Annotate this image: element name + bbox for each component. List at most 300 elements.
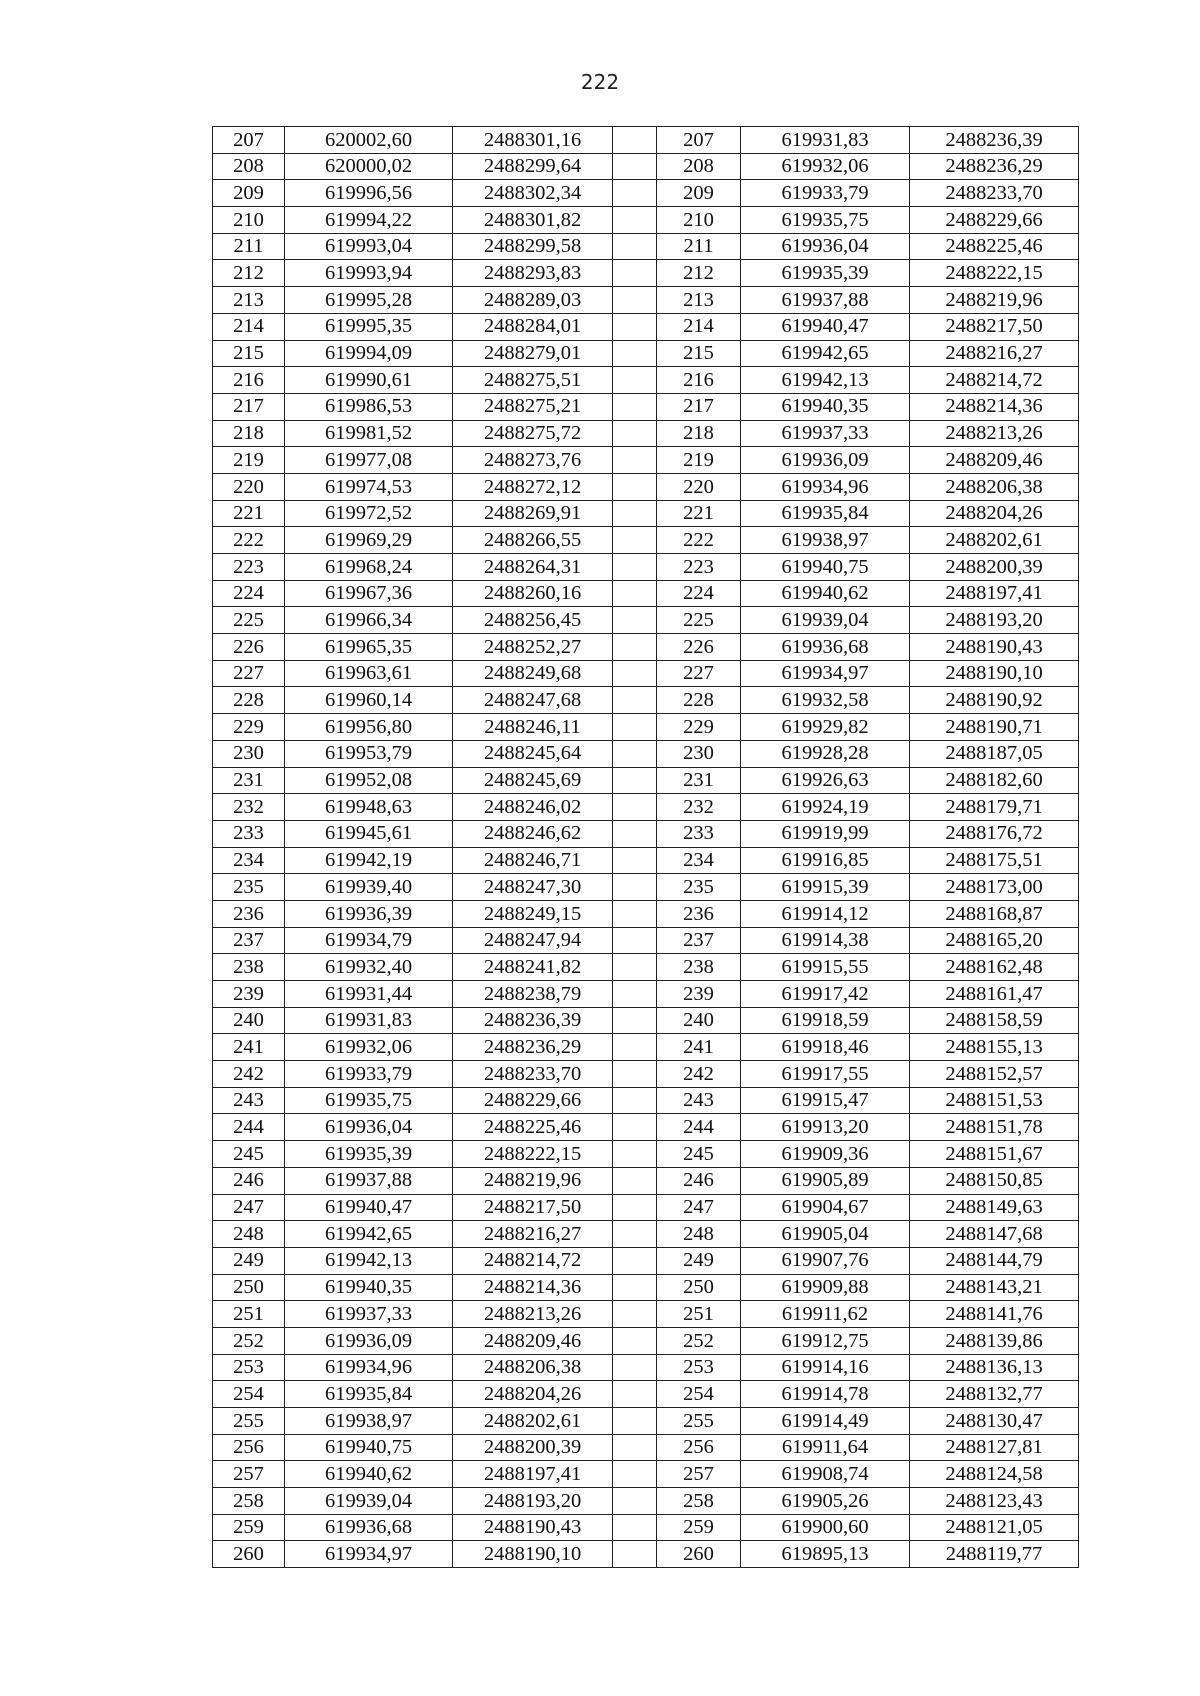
x-coordinate-cell: 619924,19 bbox=[741, 794, 910, 821]
table-row bbox=[213, 1167, 1079, 1194]
spacer-cell bbox=[613, 420, 657, 447]
y-coordinate-cell: 2488233,70 bbox=[910, 180, 1079, 207]
y-coordinate-cell: 2488200,39 bbox=[910, 554, 1079, 581]
point-number-cell: 222 bbox=[213, 527, 285, 554]
x-coordinate-cell: 619967,36 bbox=[285, 580, 453, 607]
spacer-cell bbox=[613, 927, 657, 954]
y-coordinate-cell: 2488202,61 bbox=[453, 1408, 613, 1435]
y-coordinate-cell: 2488247,68 bbox=[453, 687, 613, 714]
point-number-cell: 216 bbox=[657, 367, 741, 394]
spacer-cell bbox=[613, 500, 657, 527]
y-coordinate-cell: 2488197,41 bbox=[453, 1461, 613, 1488]
x-coordinate-cell: 619965,35 bbox=[285, 634, 453, 661]
point-number-cell: 229 bbox=[213, 714, 285, 741]
x-coordinate-cell: 619935,75 bbox=[285, 1087, 453, 1114]
x-coordinate-cell: 619918,46 bbox=[741, 1034, 910, 1061]
table-body bbox=[213, 127, 1079, 1568]
table-row bbox=[213, 1221, 1079, 1248]
point-number-cell: 225 bbox=[213, 607, 285, 634]
x-coordinate-cell: 619940,75 bbox=[741, 554, 910, 581]
x-coordinate-cell: 620000,02 bbox=[285, 153, 453, 180]
x-coordinate-cell: 619940,62 bbox=[285, 1461, 453, 1488]
y-coordinate-cell: 2488121,05 bbox=[910, 1514, 1079, 1541]
point-number-cell: 241 bbox=[657, 1034, 741, 1061]
y-coordinate-cell: 2488151,78 bbox=[910, 1114, 1079, 1141]
table-row bbox=[213, 847, 1079, 874]
x-coordinate-cell: 619966,34 bbox=[285, 607, 453, 634]
spacer-cell bbox=[613, 1381, 657, 1408]
spacer-cell bbox=[613, 260, 657, 287]
x-coordinate-cell: 619914,16 bbox=[741, 1354, 910, 1381]
table-row bbox=[213, 1541, 1079, 1568]
spacer-cell bbox=[613, 287, 657, 314]
spacer-cell bbox=[613, 1408, 657, 1435]
spacer-cell bbox=[613, 447, 657, 474]
spacer-cell bbox=[613, 1087, 657, 1114]
x-coordinate-cell: 619969,29 bbox=[285, 527, 453, 554]
point-number-cell: 220 bbox=[657, 473, 741, 500]
y-coordinate-cell: 2488209,46 bbox=[453, 1327, 613, 1354]
table-row bbox=[213, 447, 1079, 474]
spacer-cell bbox=[613, 1034, 657, 1061]
point-number-cell: 246 bbox=[657, 1167, 741, 1194]
spacer-cell bbox=[613, 874, 657, 901]
x-coordinate-cell: 619936,04 bbox=[285, 1114, 453, 1141]
spacer-cell bbox=[613, 740, 657, 767]
y-coordinate-cell: 2488301,82 bbox=[453, 207, 613, 234]
point-number-cell: 256 bbox=[213, 1434, 285, 1461]
y-coordinate-cell: 2488279,01 bbox=[453, 340, 613, 367]
y-coordinate-cell: 2488252,27 bbox=[453, 634, 613, 661]
y-coordinate-cell: 2488190,43 bbox=[453, 1514, 613, 1541]
y-coordinate-cell: 2488175,51 bbox=[910, 847, 1079, 874]
x-coordinate-cell: 619937,88 bbox=[741, 287, 910, 314]
x-coordinate-cell: 619917,42 bbox=[741, 981, 910, 1008]
point-number-cell: 244 bbox=[213, 1114, 285, 1141]
spacer-cell bbox=[613, 954, 657, 981]
y-coordinate-cell: 2488289,03 bbox=[453, 287, 613, 314]
x-coordinate-cell: 619936,39 bbox=[285, 900, 453, 927]
point-number-cell: 255 bbox=[213, 1408, 285, 1435]
y-coordinate-cell: 2488225,46 bbox=[453, 1114, 613, 1141]
table-row bbox=[213, 527, 1079, 554]
x-coordinate-cell: 619936,09 bbox=[741, 447, 910, 474]
y-coordinate-cell: 2488236,39 bbox=[910, 127, 1079, 154]
table-row bbox=[213, 1274, 1079, 1301]
x-coordinate-cell: 619940,35 bbox=[741, 393, 910, 420]
y-coordinate-cell: 2488182,60 bbox=[910, 767, 1079, 794]
page-number: 222 bbox=[580, 70, 620, 94]
point-number-cell: 225 bbox=[657, 607, 741, 634]
spacer-cell bbox=[613, 1194, 657, 1221]
x-coordinate-cell: 619940,35 bbox=[285, 1274, 453, 1301]
point-number-cell: 219 bbox=[657, 447, 741, 474]
point-number-cell: 257 bbox=[213, 1461, 285, 1488]
y-coordinate-cell: 2488217,50 bbox=[910, 313, 1079, 340]
y-coordinate-cell: 2488246,71 bbox=[453, 847, 613, 874]
x-coordinate-cell: 619916,85 bbox=[741, 847, 910, 874]
point-number-cell: 239 bbox=[213, 981, 285, 1008]
point-number-cell: 235 bbox=[213, 874, 285, 901]
x-coordinate-cell: 619911,62 bbox=[741, 1301, 910, 1328]
y-coordinate-cell: 2488168,87 bbox=[910, 900, 1079, 927]
point-number-cell: 212 bbox=[213, 260, 285, 287]
table-row bbox=[213, 874, 1079, 901]
y-coordinate-cell: 2488219,96 bbox=[453, 1167, 613, 1194]
x-coordinate-cell: 619942,13 bbox=[741, 367, 910, 394]
y-coordinate-cell: 2488132,77 bbox=[910, 1381, 1079, 1408]
spacer-cell bbox=[613, 1354, 657, 1381]
y-coordinate-cell: 2488301,16 bbox=[453, 127, 613, 154]
y-coordinate-cell: 2488222,15 bbox=[910, 260, 1079, 287]
point-number-cell: 218 bbox=[657, 420, 741, 447]
point-number-cell: 218 bbox=[213, 420, 285, 447]
y-coordinate-cell: 2488206,38 bbox=[453, 1354, 613, 1381]
spacer-cell bbox=[613, 687, 657, 714]
point-number-cell: 247 bbox=[657, 1194, 741, 1221]
x-coordinate-cell: 619990,61 bbox=[285, 367, 453, 394]
spacer-cell bbox=[613, 607, 657, 634]
point-number-cell: 222 bbox=[657, 527, 741, 554]
y-coordinate-cell: 2488302,34 bbox=[453, 180, 613, 207]
x-coordinate-cell: 619934,97 bbox=[285, 1541, 453, 1568]
x-coordinate-cell: 619953,79 bbox=[285, 740, 453, 767]
y-coordinate-cell: 2488206,38 bbox=[910, 473, 1079, 500]
x-coordinate-cell: 619934,97 bbox=[741, 660, 910, 687]
spacer-cell bbox=[613, 820, 657, 847]
x-coordinate-cell: 619938,97 bbox=[741, 527, 910, 554]
point-number-cell: 249 bbox=[213, 1247, 285, 1274]
x-coordinate-cell: 620002,60 bbox=[285, 127, 453, 154]
y-coordinate-cell: 2488222,15 bbox=[453, 1141, 613, 1168]
y-coordinate-cell: 2488150,85 bbox=[910, 1167, 1079, 1194]
spacer-cell bbox=[613, 473, 657, 500]
point-number-cell: 238 bbox=[213, 954, 285, 981]
x-coordinate-cell: 619931,44 bbox=[285, 981, 453, 1008]
point-number-cell: 236 bbox=[213, 900, 285, 927]
point-number-cell: 233 bbox=[213, 820, 285, 847]
spacer-cell bbox=[613, 1488, 657, 1515]
point-number-cell: 233 bbox=[657, 820, 741, 847]
x-coordinate-cell: 619929,82 bbox=[741, 714, 910, 741]
x-coordinate-cell: 619932,58 bbox=[741, 687, 910, 714]
x-coordinate-cell: 619952,08 bbox=[285, 767, 453, 794]
x-coordinate-cell: 619995,35 bbox=[285, 313, 453, 340]
y-coordinate-cell: 2488190,92 bbox=[910, 687, 1079, 714]
y-coordinate-cell: 2488141,76 bbox=[910, 1301, 1079, 1328]
table-row bbox=[213, 233, 1079, 260]
x-coordinate-cell: 619940,62 bbox=[741, 580, 910, 607]
table-row bbox=[213, 340, 1079, 367]
x-coordinate-cell: 619932,40 bbox=[285, 954, 453, 981]
x-coordinate-cell: 619940,47 bbox=[741, 313, 910, 340]
point-number-cell: 243 bbox=[213, 1087, 285, 1114]
spacer-cell bbox=[613, 1327, 657, 1354]
point-number-cell: 214 bbox=[657, 313, 741, 340]
point-number-cell: 245 bbox=[213, 1141, 285, 1168]
x-coordinate-cell: 619942,65 bbox=[285, 1221, 453, 1248]
point-number-cell: 260 bbox=[213, 1541, 285, 1568]
y-coordinate-cell: 2488176,72 bbox=[910, 820, 1079, 847]
point-number-cell: 252 bbox=[213, 1327, 285, 1354]
point-number-cell: 219 bbox=[213, 447, 285, 474]
y-coordinate-cell: 2488123,43 bbox=[910, 1488, 1079, 1515]
table-row bbox=[213, 1087, 1079, 1114]
point-number-cell: 217 bbox=[213, 393, 285, 420]
x-coordinate-cell: 619960,14 bbox=[285, 687, 453, 714]
point-number-cell: 258 bbox=[657, 1488, 741, 1515]
x-coordinate-cell: 619905,26 bbox=[741, 1488, 910, 1515]
y-coordinate-cell: 2488190,71 bbox=[910, 714, 1079, 741]
x-coordinate-cell: 619938,97 bbox=[285, 1408, 453, 1435]
x-coordinate-cell: 619942,19 bbox=[285, 847, 453, 874]
x-coordinate-cell: 619935,39 bbox=[285, 1141, 453, 1168]
table-row bbox=[213, 927, 1079, 954]
table-row bbox=[213, 287, 1079, 314]
table-row bbox=[213, 687, 1079, 714]
y-coordinate-cell: 2488130,47 bbox=[910, 1408, 1079, 1435]
y-coordinate-cell: 2488161,47 bbox=[910, 981, 1079, 1008]
y-coordinate-cell: 2488190,43 bbox=[910, 634, 1079, 661]
x-coordinate-cell: 619937,88 bbox=[285, 1167, 453, 1194]
table-row bbox=[213, 1301, 1079, 1328]
spacer-cell bbox=[613, 900, 657, 927]
x-coordinate-cell: 619934,96 bbox=[285, 1354, 453, 1381]
y-coordinate-cell: 2488162,48 bbox=[910, 954, 1079, 981]
point-number-cell: 242 bbox=[213, 1061, 285, 1088]
x-coordinate-cell: 619933,79 bbox=[285, 1061, 453, 1088]
y-coordinate-cell: 2488269,91 bbox=[453, 500, 613, 527]
point-number-cell: 212 bbox=[657, 260, 741, 287]
y-coordinate-cell: 2488284,01 bbox=[453, 313, 613, 340]
spacer-cell bbox=[613, 207, 657, 234]
y-coordinate-cell: 2488158,59 bbox=[910, 1007, 1079, 1034]
x-coordinate-cell: 619935,75 bbox=[741, 207, 910, 234]
x-coordinate-cell: 619913,20 bbox=[741, 1114, 910, 1141]
spacer-cell bbox=[613, 1514, 657, 1541]
x-coordinate-cell: 619994,22 bbox=[285, 207, 453, 234]
table-row bbox=[213, 500, 1079, 527]
y-coordinate-cell: 2488246,02 bbox=[453, 794, 613, 821]
y-coordinate-cell: 2488236,29 bbox=[453, 1034, 613, 1061]
coordinates-table bbox=[212, 126, 1079, 1568]
table-row bbox=[213, 180, 1079, 207]
point-number-cell: 242 bbox=[657, 1061, 741, 1088]
point-number-cell: 223 bbox=[213, 554, 285, 581]
x-coordinate-cell: 619963,61 bbox=[285, 660, 453, 687]
x-coordinate-cell: 619939,40 bbox=[285, 874, 453, 901]
x-coordinate-cell: 619917,55 bbox=[741, 1061, 910, 1088]
spacer-cell bbox=[613, 981, 657, 1008]
y-coordinate-cell: 2488260,16 bbox=[453, 580, 613, 607]
point-number-cell: 232 bbox=[657, 794, 741, 821]
table-row bbox=[213, 1194, 1079, 1221]
table-row bbox=[213, 1461, 1079, 1488]
point-number-cell: 217 bbox=[657, 393, 741, 420]
x-coordinate-cell: 619972,52 bbox=[285, 500, 453, 527]
point-number-cell: 258 bbox=[213, 1488, 285, 1515]
y-coordinate-cell: 2488225,46 bbox=[910, 233, 1079, 260]
y-coordinate-cell: 2488217,50 bbox=[453, 1194, 613, 1221]
y-coordinate-cell: 2488275,72 bbox=[453, 420, 613, 447]
y-coordinate-cell: 2488275,21 bbox=[453, 393, 613, 420]
spacer-cell bbox=[613, 340, 657, 367]
point-number-cell: 209 bbox=[657, 180, 741, 207]
spacer-cell bbox=[613, 1274, 657, 1301]
y-coordinate-cell: 2488236,39 bbox=[453, 1007, 613, 1034]
point-number-cell: 215 bbox=[657, 340, 741, 367]
table-row bbox=[213, 393, 1079, 420]
y-coordinate-cell: 2488190,10 bbox=[453, 1541, 613, 1568]
point-number-cell: 254 bbox=[657, 1381, 741, 1408]
y-coordinate-cell: 2488245,64 bbox=[453, 740, 613, 767]
table-row bbox=[213, 794, 1079, 821]
y-coordinate-cell: 2488299,58 bbox=[453, 233, 613, 260]
point-number-cell: 230 bbox=[657, 740, 741, 767]
x-coordinate-cell: 619986,53 bbox=[285, 393, 453, 420]
point-number-cell: 239 bbox=[657, 981, 741, 1008]
point-number-cell: 248 bbox=[657, 1221, 741, 1248]
point-number-cell: 207 bbox=[657, 127, 741, 154]
point-number-cell: 246 bbox=[213, 1167, 285, 1194]
spacer-cell bbox=[613, 580, 657, 607]
y-coordinate-cell: 2488190,10 bbox=[910, 660, 1079, 687]
x-coordinate-cell: 619914,78 bbox=[741, 1381, 910, 1408]
x-coordinate-cell: 619918,59 bbox=[741, 1007, 910, 1034]
x-coordinate-cell: 619908,74 bbox=[741, 1461, 910, 1488]
point-number-cell: 224 bbox=[213, 580, 285, 607]
x-coordinate-cell: 619914,12 bbox=[741, 900, 910, 927]
y-coordinate-cell: 2488173,00 bbox=[910, 874, 1079, 901]
y-coordinate-cell: 2488246,62 bbox=[453, 820, 613, 847]
x-coordinate-cell: 619993,94 bbox=[285, 260, 453, 287]
point-number-cell: 211 bbox=[657, 233, 741, 260]
y-coordinate-cell: 2488273,76 bbox=[453, 447, 613, 474]
y-coordinate-cell: 2488165,20 bbox=[910, 927, 1079, 954]
x-coordinate-cell: 619942,13 bbox=[285, 1247, 453, 1274]
y-coordinate-cell: 2488200,39 bbox=[453, 1434, 613, 1461]
y-coordinate-cell: 2488246,11 bbox=[453, 714, 613, 741]
x-coordinate-cell: 619931,83 bbox=[285, 1007, 453, 1034]
x-coordinate-cell: 619919,99 bbox=[741, 820, 910, 847]
y-coordinate-cell: 2488143,21 bbox=[910, 1274, 1079, 1301]
x-coordinate-cell: 619905,89 bbox=[741, 1167, 910, 1194]
point-number-cell: 224 bbox=[657, 580, 741, 607]
point-number-cell: 223 bbox=[657, 554, 741, 581]
y-coordinate-cell: 2488275,51 bbox=[453, 367, 613, 394]
point-number-cell: 209 bbox=[213, 180, 285, 207]
x-coordinate-cell: 619995,28 bbox=[285, 287, 453, 314]
spacer-cell bbox=[613, 714, 657, 741]
point-number-cell: 221 bbox=[657, 500, 741, 527]
spacer-cell bbox=[613, 1061, 657, 1088]
y-coordinate-cell: 2488216,27 bbox=[910, 340, 1079, 367]
table-row bbox=[213, 1061, 1079, 1088]
spacer-cell bbox=[613, 1007, 657, 1034]
point-number-cell: 213 bbox=[213, 287, 285, 314]
point-number-cell: 231 bbox=[213, 767, 285, 794]
y-coordinate-cell: 2488266,55 bbox=[453, 527, 613, 554]
table-row bbox=[213, 607, 1079, 634]
point-number-cell: 259 bbox=[657, 1514, 741, 1541]
y-coordinate-cell: 2488213,26 bbox=[910, 420, 1079, 447]
table-row bbox=[213, 767, 1079, 794]
y-coordinate-cell: 2488214,72 bbox=[453, 1247, 613, 1274]
spacer-cell bbox=[613, 1247, 657, 1274]
spacer-cell bbox=[613, 634, 657, 661]
table-row bbox=[213, 660, 1079, 687]
point-number-cell: 216 bbox=[213, 367, 285, 394]
spacer-cell bbox=[613, 1221, 657, 1248]
x-coordinate-cell: 619911,64 bbox=[741, 1434, 910, 1461]
point-number-cell: 248 bbox=[213, 1221, 285, 1248]
spacer-cell bbox=[613, 180, 657, 207]
table-row bbox=[213, 1114, 1079, 1141]
y-coordinate-cell: 2488247,30 bbox=[453, 874, 613, 901]
point-number-cell: 240 bbox=[213, 1007, 285, 1034]
point-number-cell: 260 bbox=[657, 1541, 741, 1568]
x-coordinate-cell: 619895,13 bbox=[741, 1541, 910, 1568]
spacer-cell bbox=[613, 1541, 657, 1568]
x-coordinate-cell: 619932,06 bbox=[285, 1034, 453, 1061]
x-coordinate-cell: 619936,09 bbox=[285, 1327, 453, 1354]
point-number-cell: 208 bbox=[213, 153, 285, 180]
y-coordinate-cell: 2488124,58 bbox=[910, 1461, 1079, 1488]
point-number-cell: 244 bbox=[657, 1114, 741, 1141]
y-coordinate-cell: 2488229,66 bbox=[910, 207, 1079, 234]
point-number-cell: 215 bbox=[213, 340, 285, 367]
x-coordinate-cell: 619915,55 bbox=[741, 954, 910, 981]
y-coordinate-cell: 2488214,36 bbox=[453, 1274, 613, 1301]
point-number-cell: 252 bbox=[657, 1327, 741, 1354]
spacer-cell bbox=[613, 313, 657, 340]
y-coordinate-cell: 2488151,67 bbox=[910, 1141, 1079, 1168]
spacer-cell bbox=[613, 393, 657, 420]
point-number-cell: 250 bbox=[213, 1274, 285, 1301]
y-coordinate-cell: 2488214,72 bbox=[910, 367, 1079, 394]
y-coordinate-cell: 2488229,66 bbox=[453, 1087, 613, 1114]
x-coordinate-cell: 619937,33 bbox=[285, 1301, 453, 1328]
x-coordinate-cell: 619909,88 bbox=[741, 1274, 910, 1301]
y-coordinate-cell: 2488127,81 bbox=[910, 1434, 1079, 1461]
y-coordinate-cell: 2488241,82 bbox=[453, 954, 613, 981]
x-coordinate-cell: 619904,67 bbox=[741, 1194, 910, 1221]
point-number-cell: 250 bbox=[657, 1274, 741, 1301]
y-coordinate-cell: 2488193,20 bbox=[910, 607, 1079, 634]
table-row bbox=[213, 1034, 1079, 1061]
y-coordinate-cell: 2488202,61 bbox=[910, 527, 1079, 554]
table-row bbox=[213, 1247, 1079, 1274]
y-coordinate-cell: 2488214,36 bbox=[910, 393, 1079, 420]
point-number-cell: 251 bbox=[213, 1301, 285, 1328]
x-coordinate-cell: 619915,39 bbox=[741, 874, 910, 901]
y-coordinate-cell: 2488187,05 bbox=[910, 740, 1079, 767]
table-row bbox=[213, 714, 1079, 741]
x-coordinate-cell: 619926,63 bbox=[741, 767, 910, 794]
point-number-cell: 241 bbox=[213, 1034, 285, 1061]
table-row bbox=[213, 313, 1079, 340]
point-number-cell: 214 bbox=[213, 313, 285, 340]
table-row bbox=[213, 207, 1079, 234]
table-row bbox=[213, 127, 1079, 154]
point-number-cell: 210 bbox=[657, 207, 741, 234]
point-number-cell: 249 bbox=[657, 1247, 741, 1274]
table-row bbox=[213, 260, 1079, 287]
point-number-cell: 247 bbox=[213, 1194, 285, 1221]
x-coordinate-cell: 619948,63 bbox=[285, 794, 453, 821]
x-coordinate-cell: 619907,76 bbox=[741, 1247, 910, 1274]
spacer-cell bbox=[613, 153, 657, 180]
